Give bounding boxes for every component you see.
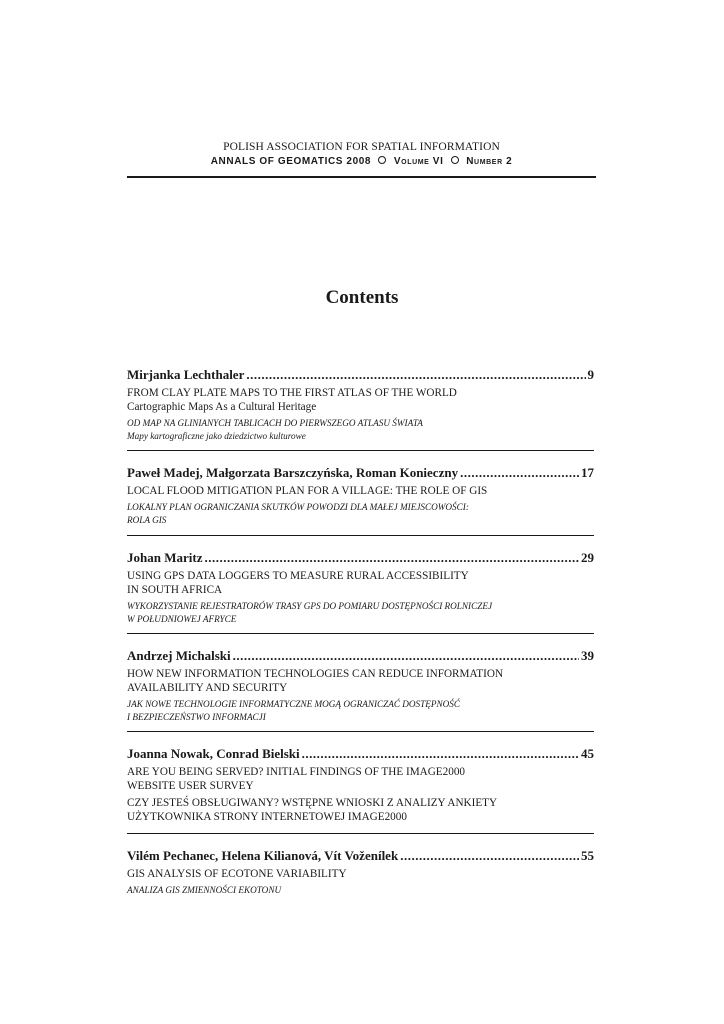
toc-author-line <box>127 366 594 384</box>
toc-title-pl-cont: W POŁUDNIOWEJ AFRYCE <box>127 614 237 624</box>
entry-separator <box>127 833 594 834</box>
toc-title-pl: JAK NOWE TECHNOLOGIE INFORMATYCZNE MOGĄ OGRANICZAĆ DOSTĘPNOŚĆ <box>127 699 460 709</box>
journal-line <box>127 155 596 169</box>
toc-title-pl-cont: UŻYTKOWNIKA STRONY INTERNETOWEJ IMAGE2000 <box>127 811 407 823</box>
toc-entry[interactable] <box>127 366 594 451</box>
number-label: Number 2 <box>466 156 513 167</box>
toc-subtitle-pl: Mapy kartograficzne jako dziedzictwo kulturowe <box>127 431 306 441</box>
toc-page-number: 17 <box>581 465 594 480</box>
page-header <box>127 140 596 169</box>
toc-authors: Vilém Pechanec, Helena Kilianová, Vít Voženílek <box>127 848 399 863</box>
toc-page-number: 39 <box>581 648 594 663</box>
dot-leader <box>400 847 579 865</box>
toc-title-en-cont: IN SOUTH AFRICA <box>127 584 223 596</box>
circle-separator-icon <box>378 156 386 164</box>
toc-entry[interactable] <box>127 745 594 834</box>
entry-separator <box>127 450 594 451</box>
toc-title-pl-cont: I BEZPIECZEŃSTWO INFORMACJI <box>127 712 266 722</box>
journal-name: ANNALS OF GEOMATICS 2008 <box>210 156 372 167</box>
toc-entry[interactable] <box>127 549 594 634</box>
dot-leader <box>246 366 585 384</box>
toc-title-en-cont: AVAILABILITY AND SECURITY <box>127 682 288 694</box>
volume-label: Volume VI <box>393 156 444 167</box>
header-rule <box>127 176 596 178</box>
page-title: Contents <box>325 287 399 308</box>
entry-separator <box>127 535 594 536</box>
toc-title-en: GIS ANALYSIS OF ECOTONE VARIABILITY <box>127 868 347 880</box>
toc-author-line <box>127 549 594 567</box>
toc-title-pl: WYKORZYSTANIE REJESTRATORÓW TRASY GPS DO POMIARU DOSTĘPNOŚCI ROLNICZEJ <box>127 601 493 611</box>
toc-author-line <box>127 647 594 665</box>
toc-page-number: 29 <box>581 550 594 565</box>
toc-author-line <box>127 847 594 865</box>
toc-title-pl: ANALIZA GIS ZMIENNOŚCI EKOTONU <box>127 885 282 895</box>
toc-page-number: 55 <box>581 848 594 863</box>
toc-title-en: FROM CLAY PLATE MAPS TO THE FIRST ATLAS OF THE WORLD <box>127 387 457 399</box>
toc-author-line <box>127 745 594 763</box>
toc-entry[interactable] <box>127 464 594 536</box>
toc-title-en: LOCAL FLOOD MITIGATION PLAN FOR A VILLAGE: THE ROLE OF GIS <box>127 485 488 497</box>
entry-separator <box>127 731 594 732</box>
toc-title-pl-cont: ROLA GIS <box>127 515 167 525</box>
toc-authors: Joanna Nowak, Conrad Bielski <box>127 746 300 761</box>
toc-title-pl: CZY JESTEŚ OBSŁUGIWANY? WSTĘPNE WNIOSKI Z ANALIZY ANKIETY <box>127 797 498 809</box>
dot-leader <box>302 745 579 763</box>
organization-name: POLISH ASSOCIATION FOR SPATIAL INFORMATION <box>223 141 500 153</box>
toc-page-number: 45 <box>581 746 594 761</box>
toc-title-en: USING GPS DATA LOGGERS TO MEASURE RURAL ACCESSIBILITY <box>127 570 469 582</box>
entry-separator <box>127 633 594 634</box>
dot-leader <box>233 647 579 665</box>
table-of-contents <box>127 366 594 897</box>
dot-leader <box>204 549 579 567</box>
toc-subtitle-en: Cartographic Maps As a Cultural Heritage <box>127 401 317 413</box>
toc-author-line <box>127 464 594 482</box>
toc-title-pl: OD MAP NA GLINIANYCH TABLICACH DO PIERWSZEGO ATLASU ŚWIATA <box>127 418 423 428</box>
toc-title-pl: LOKALNY PLAN OGRANICZANIA SKUTKÓW POWODZI DLA MAŁEJ MIEJSCOWOŚCI: <box>127 502 469 512</box>
toc-entry[interactable] <box>127 847 594 897</box>
toc-title-en-cont: WEBSITE USER SURVEY <box>127 780 254 792</box>
toc-title-en: ARE YOU BEING SERVED? INITIAL FINDINGS OF THE IMAGE2000 <box>127 766 466 778</box>
toc-authors: Mirjanka Lechthaler <box>127 367 245 382</box>
toc-title-en: HOW NEW INFORMATION TECHNOLOGIES CAN REDUCE INFORMATION <box>127 668 504 680</box>
circle-separator-icon <box>451 156 459 164</box>
toc-page-number: 9 <box>587 367 594 382</box>
dot-leader <box>460 464 579 482</box>
toc-entry[interactable] <box>127 647 594 732</box>
toc-authors: Paweł Madej, Małgorzata Barszczyńska, Roman Konieczny <box>127 465 459 480</box>
toc-authors: Johan Maritz <box>127 550 203 565</box>
toc-authors: Andrzej Michalski <box>127 648 231 663</box>
